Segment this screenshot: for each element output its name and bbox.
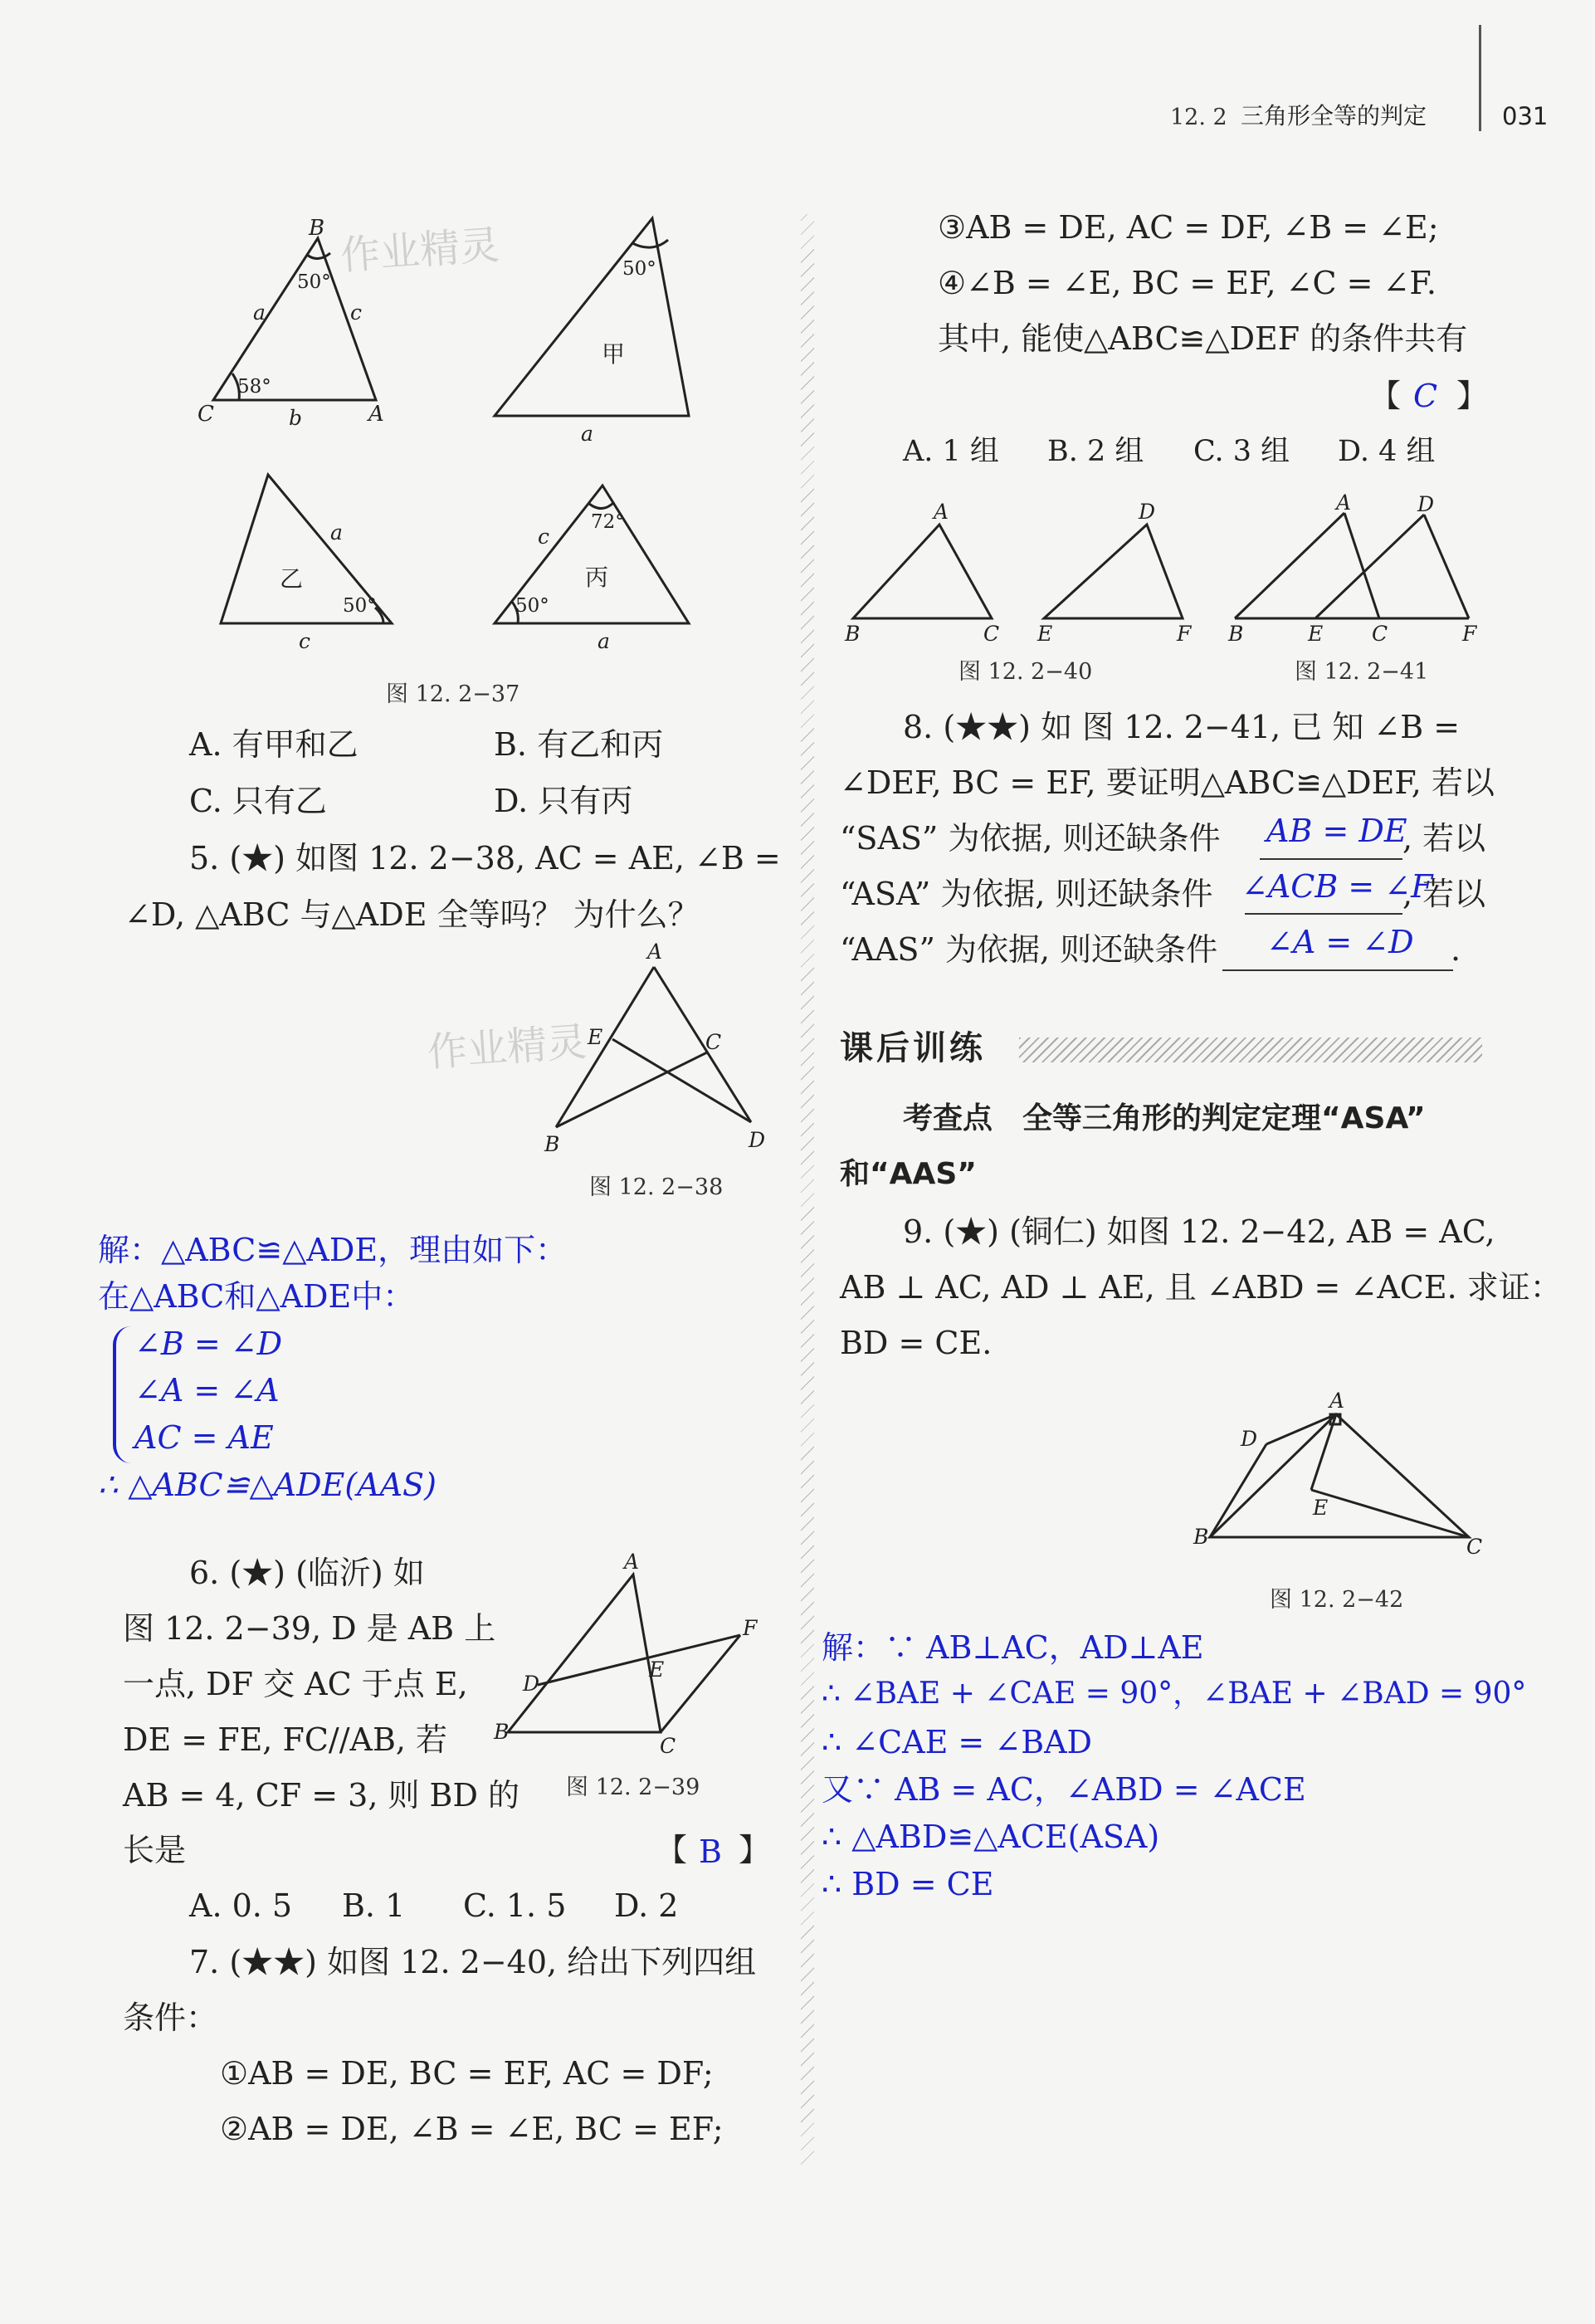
q6-line-6: 长是 bbox=[123, 1832, 187, 1868]
fig37-label-B: B bbox=[309, 216, 325, 241]
topic-line-1: 考查点 全等三角形的判定定理“ASA” bbox=[903, 1101, 1426, 1135]
q5-line-1: 5. (★) 如图 12. 2−38, AC = AE, ∠B = bbox=[189, 840, 781, 876]
q6-option-a: A. 0. 5 bbox=[189, 1887, 293, 1924]
q7-option-c: C. 3 组 bbox=[1193, 435, 1290, 468]
page-number: 031 bbox=[1502, 102, 1549, 130]
watermark-2: 作业精灵 bbox=[426, 1018, 588, 1077]
q5-answer-line-1: 解：△ABC≌△ADE，理由如下： bbox=[98, 1232, 568, 1268]
after-class-hatch-bar bbox=[1019, 1038, 1482, 1062]
figure-12-2-39 bbox=[490, 1552, 772, 1818]
figure-12-2-41 bbox=[1228, 491, 1502, 697]
header-divider bbox=[1479, 25, 1481, 131]
figure-42-caption: 图 12. 2−42 bbox=[1270, 1587, 1404, 1613]
fig38-label-C: C bbox=[705, 1030, 722, 1054]
q9-line-1: 9. (★) (铜仁) 如图 12. 2−42, AB = AC, bbox=[903, 1213, 1495, 1250]
fig37-bing-side-a: a bbox=[598, 629, 610, 653]
section-number: 12. 2 bbox=[1170, 105, 1227, 130]
q8-answer-sas: AB = DE bbox=[1266, 813, 1407, 849]
q6-option-c: C. 1. 5 bbox=[463, 1887, 567, 1924]
q6-bracket-right: 】 bbox=[739, 1832, 771, 1868]
fig40-label-F: F bbox=[1177, 622, 1192, 646]
figure-12-2-37 bbox=[191, 212, 705, 718]
q7-option-d: D. 4 组 bbox=[1338, 435, 1436, 468]
fig40-label-A: A bbox=[934, 500, 949, 524]
fig41-label-C: C bbox=[1372, 622, 1388, 646]
figure-12-2-38 bbox=[531, 938, 780, 1212]
figure-37-drawing bbox=[191, 212, 705, 718]
fig37-side-b: b bbox=[289, 406, 303, 430]
fig39-label-B: B bbox=[494, 1720, 510, 1744]
fig38-label-E: E bbox=[588, 1025, 603, 1049]
q6-line-2: 图 12. 2−39, D 是 AB 上 bbox=[123, 1610, 496, 1647]
q5-answer-cond-2: ∠A = ∠A bbox=[134, 1372, 280, 1409]
q6-line-3: 一点, DF 交 AC 于点 E, bbox=[123, 1666, 468, 1702]
figure-41-caption: 图 12. 2−41 bbox=[1295, 659, 1429, 685]
fig37-bing-angle-72: 72° bbox=[591, 511, 625, 533]
q8-answer-aas: ∠A = ∠D bbox=[1266, 924, 1414, 960]
topic-line-2: 和“AAS” bbox=[840, 1157, 977, 1191]
fig42-label-B: B bbox=[1193, 1525, 1209, 1549]
q6-line-1: 6. (★) (临沂) 如 bbox=[189, 1555, 425, 1591]
fig37-yi-side-c: c bbox=[299, 629, 311, 653]
q7-option-b: B. 2 组 bbox=[1047, 435, 1144, 468]
fig37-yi-side-a: a bbox=[330, 520, 343, 544]
fig41-label-E: E bbox=[1308, 622, 1324, 646]
fig42-label-E: E bbox=[1313, 1496, 1329, 1520]
figure-12-2-40 bbox=[838, 498, 1228, 697]
q8-blank-sas bbox=[1260, 858, 1402, 860]
q9-answer-line-2: ∴ ∠BAE + ∠CAE = 90°，∠BAE + ∠BAD = 90° bbox=[822, 1677, 1527, 1711]
q7-condition-3: ③AB = DE, AC = DF, ∠B = ∠E; bbox=[938, 209, 1439, 246]
q7-bracket-left: 【 bbox=[1369, 378, 1402, 414]
q4-option-b: B. 有乙和丙 bbox=[494, 726, 664, 763]
q5-answer-line-2: 在△ABC和△ADE中： bbox=[98, 1278, 415, 1315]
q8-line-1: 8. (★★) 如 图 12. 2−41, 已 知 ∠B = bbox=[903, 709, 1461, 745]
section-title: 三角形全等的判定 bbox=[1241, 102, 1427, 129]
q4-option-a: A. 有甲和乙 bbox=[189, 726, 359, 763]
fig42-label-D: D bbox=[1241, 1427, 1258, 1451]
figure-12-2-42 bbox=[1187, 1378, 1502, 1627]
q8-line-3-b: , 若以 bbox=[1402, 820, 1486, 857]
q6-line-5: AB = 4, CF = 3, 则 BD 的 bbox=[123, 1777, 520, 1814]
fig37-side-c: c bbox=[350, 300, 363, 325]
q5-answer-cond-3: AC = AE bbox=[134, 1419, 274, 1456]
q6-answer: B bbox=[699, 1833, 722, 1870]
q5-line-2: ∠D, △ABC 与△ADE 全等吗？ 为什么？ bbox=[124, 896, 700, 933]
q8-line-4-b: , 若以 bbox=[1402, 876, 1486, 912]
fig37-bing-angle-50: 50° bbox=[515, 595, 549, 617]
figure-38-drawing bbox=[531, 938, 780, 1212]
fig37-jia-side: a bbox=[581, 422, 593, 446]
q6-option-b: B. 1 bbox=[342, 1887, 406, 1924]
q8-line-2: ∠DEF, BC = EF, 要证明△ABC≌△DEF, 若以 bbox=[840, 764, 1495, 801]
fig39-label-C: C bbox=[660, 1734, 676, 1758]
q7-condition-4: ④∠B = ∠E, BC = EF, ∠C = ∠F. bbox=[938, 265, 1436, 301]
q8-line-5-b: . bbox=[1451, 931, 1461, 968]
q9-answer-line-4: 又∵ AB = AC，∠ABD = ∠ACE bbox=[822, 1771, 1306, 1808]
q6-option-d: D. 2 bbox=[614, 1887, 679, 1924]
fig37-label-A: A bbox=[368, 402, 384, 427]
fig39-label-A: A bbox=[624, 1550, 640, 1574]
q4-option-d: D. 只有丙 bbox=[494, 783, 633, 819]
q4-option-c: C. 只有乙 bbox=[189, 783, 327, 819]
fig41-label-D: D bbox=[1417, 492, 1435, 516]
q9-answer-line-5: ∴ △ABD≌△ACE(ASA) bbox=[822, 1819, 1160, 1855]
q9-line-2: AB ⊥ AC, AD ⊥ AE, 且 ∠ABD = ∠ACE. 求证： bbox=[840, 1269, 1562, 1306]
fig38-label-B: B bbox=[544, 1132, 560, 1156]
fig40-label-E: E bbox=[1037, 622, 1053, 646]
fig37-yi-angle: 50° bbox=[343, 595, 377, 617]
figure-37-caption: 图 12. 2−37 bbox=[386, 681, 520, 707]
q9-line-3: BD = CE. bbox=[840, 1325, 993, 1361]
fig39-label-D: D bbox=[523, 1672, 540, 1696]
fig40-label-B: B bbox=[845, 622, 861, 646]
q7-line-3: 其中, 能使△ABC≌△DEF 的条件共有 bbox=[938, 320, 1468, 357]
q8-line-5-a: “AAS” 为依据, 则还缺条件 bbox=[840, 931, 1218, 968]
figure-38-caption: 图 12. 2−38 bbox=[589, 1174, 724, 1200]
fig37-yi-name: 乙 bbox=[280, 565, 304, 593]
fig37-side-a: a bbox=[253, 300, 266, 325]
q7-line-1: 7. (★★) 如图 12. 2−40, 给出下列四组 bbox=[189, 1944, 757, 1980]
watermark-1: 作业精灵 bbox=[339, 222, 501, 280]
fig41-label-B: B bbox=[1228, 622, 1244, 646]
q7-line-2: 条件： bbox=[123, 1999, 218, 2036]
fig38-label-A: A bbox=[647, 940, 663, 964]
q8-answer-asa: ∠ACB = ∠F bbox=[1241, 868, 1433, 905]
figure-39-caption: 图 12. 2−39 bbox=[566, 1775, 700, 1800]
q9-answer-line-1: 解：∵ AB⊥AC，AD⊥AE bbox=[822, 1629, 1204, 1666]
fig37-bing-name: 丙 bbox=[585, 564, 609, 591]
fig39-label-E: E bbox=[649, 1658, 665, 1682]
q7-condition-1: ①AB = DE, BC = EF, AC = DF; bbox=[220, 2055, 714, 2092]
page-header bbox=[0, 0, 1595, 166]
q5-answer-cond-1: ∠B = ∠D bbox=[134, 1326, 283, 1362]
fig42-label-A: A bbox=[1329, 1389, 1345, 1413]
q6-bracket-left: 【 bbox=[656, 1832, 688, 1868]
fig41-label-A: A bbox=[1336, 491, 1352, 515]
q6-line-4: DE = FE, FC//AB, 若 bbox=[123, 1721, 448, 1758]
column-divider bbox=[801, 214, 814, 2165]
fig40-label-C: C bbox=[983, 622, 1000, 646]
q9-answer-line-3: ∴ ∠CAE = ∠BAD bbox=[822, 1724, 1093, 1760]
q7-condition-2: ②AB = DE, ∠B = ∠E, BC = EF; bbox=[220, 2111, 724, 2147]
fig37-angle-C: 58° bbox=[237, 376, 271, 398]
fig37-jia-name: 甲 bbox=[602, 340, 626, 368]
q5-answer-brace bbox=[113, 1326, 134, 1463]
fig38-label-D: D bbox=[749, 1128, 766, 1152]
fig42-label-C: C bbox=[1466, 1535, 1483, 1559]
figure-40-caption: 图 12. 2−40 bbox=[958, 659, 1093, 685]
q7-option-a: A. 1 组 bbox=[903, 435, 999, 468]
q8-blank-aas bbox=[1222, 969, 1453, 971]
fig37-jia-angle: 50° bbox=[622, 258, 656, 280]
fig37-angle-B: 50° bbox=[297, 271, 331, 293]
q9-answer-line-6: ∴ BD = CE bbox=[822, 1866, 994, 1902]
fig41-label-F: F bbox=[1462, 622, 1477, 646]
fig40-label-D: D bbox=[1139, 500, 1156, 524]
q8-line-3-a: “SAS” 为依据, 则还缺条件 bbox=[840, 820, 1221, 857]
q7-bracket-right: 】 bbox=[1456, 378, 1489, 414]
q5-answer-conclusion: ∴ △ABC≌△ADE(AAS) bbox=[98, 1467, 437, 1503]
fig37-label-C: C bbox=[198, 402, 214, 427]
q7-answer: C bbox=[1413, 378, 1438, 414]
fig37-bing-side-c: c bbox=[538, 525, 550, 549]
after-class-title: 课后训练 bbox=[840, 1029, 986, 1067]
fig39-label-F: F bbox=[743, 1616, 758, 1640]
q8-line-4-a: “ASA” 为依据, 则还缺条件 bbox=[840, 876, 1213, 912]
q8-blank-asa bbox=[1245, 913, 1402, 915]
